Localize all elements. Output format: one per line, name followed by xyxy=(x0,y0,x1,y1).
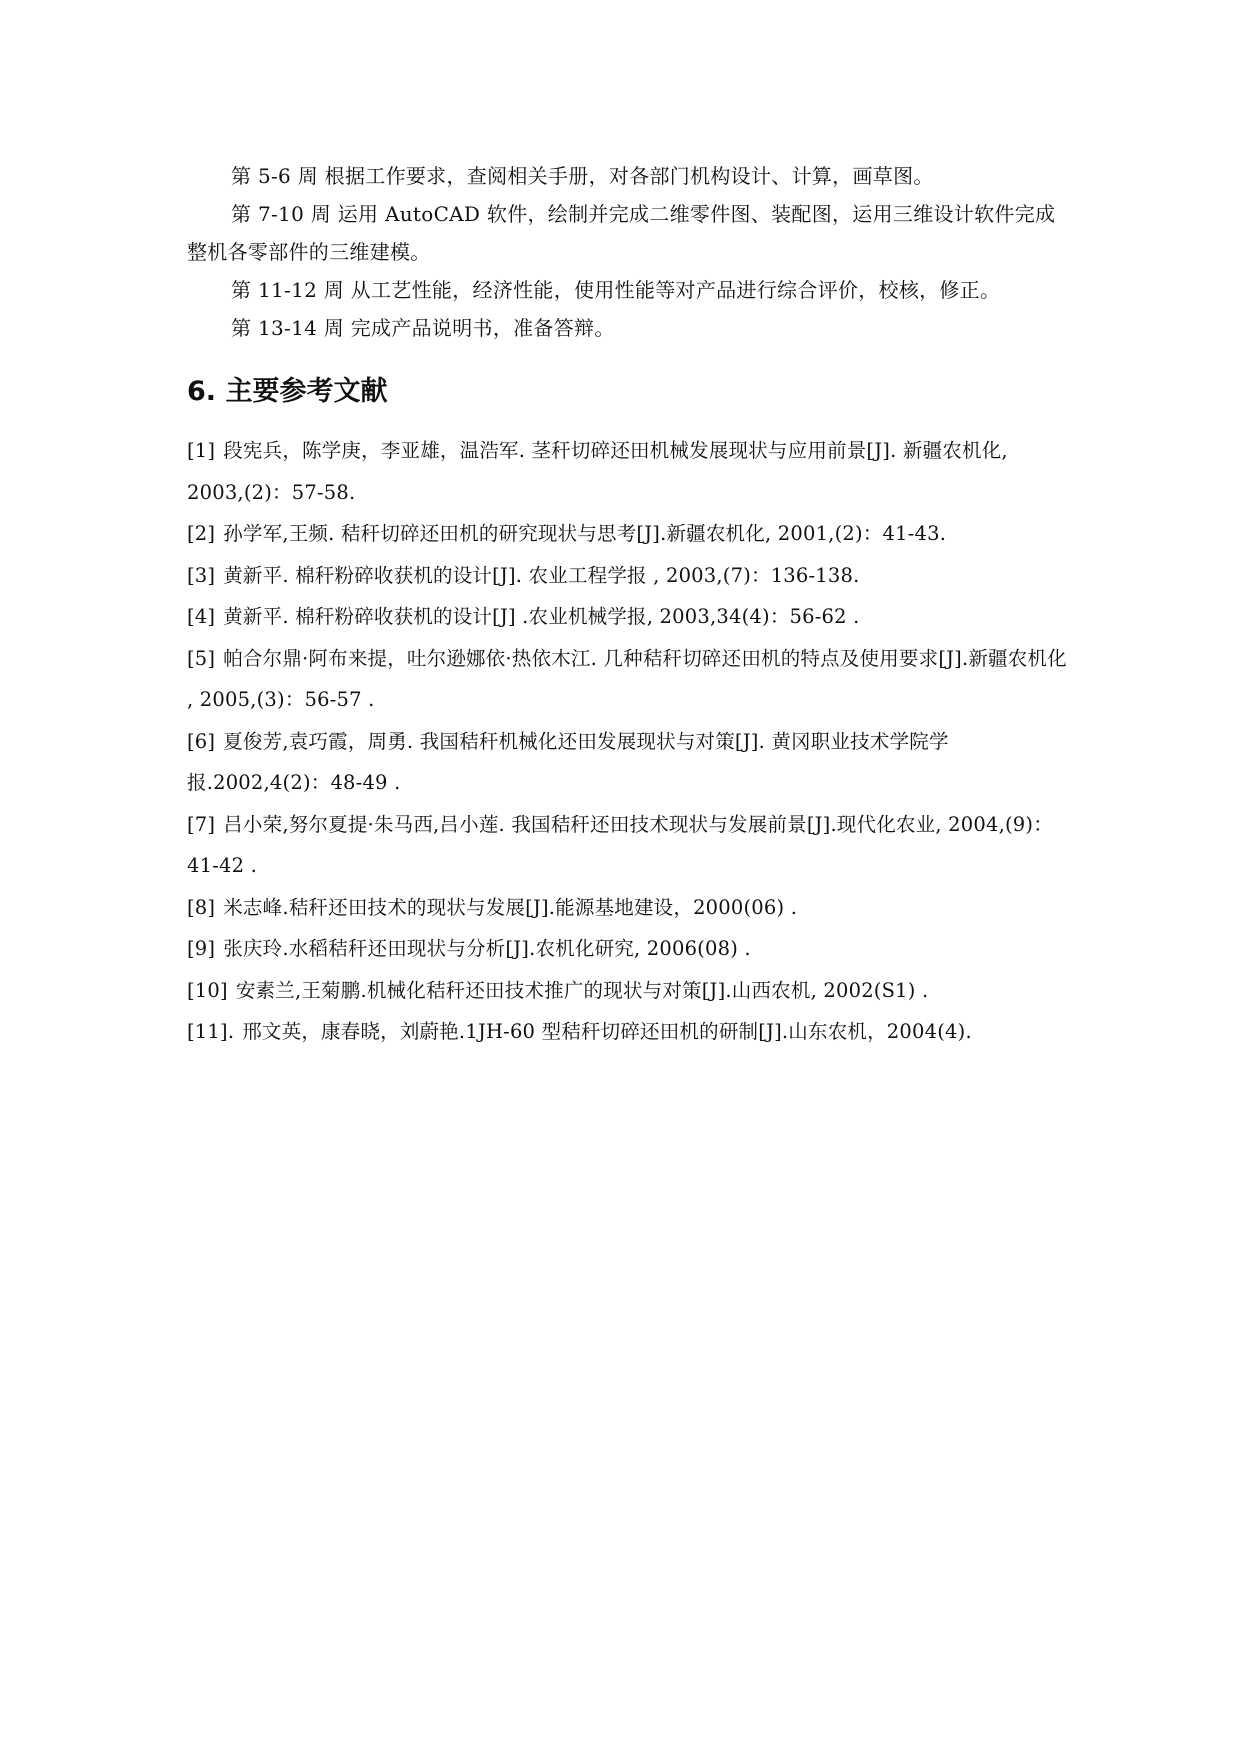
reference-item xyxy=(187,555,1067,597)
schedule-section xyxy=(187,157,1057,347)
reference-text: 米志峰.秸秆还田技术的现状与发展[J].能源基地建设，2000(06) . xyxy=(223,895,798,919)
schedule-line-weeks-7-10: 第 7-10 周 运用 AutoCAD 软件，绘制并完成二维零件图、装配图，运用三维设计软件完成整机各零部件的三维建模。 xyxy=(187,202,1056,264)
reference-text: 夏俊芳,袁巧霞，周勇. 我国秸秆机械化还田发展现状与对策[J]. 黄冈职业技术学院学报.2002,4(2)：48-49 . xyxy=(187,729,949,794)
references-heading: 6. 主要参考文献 xyxy=(187,376,388,407)
reference-number: [7] xyxy=(187,812,216,836)
references-list xyxy=(187,430,1067,1053)
reference-item xyxy=(187,596,1067,638)
reference-item xyxy=(187,804,1067,887)
reference-number: [3] xyxy=(187,563,216,587)
reference-number: [6] xyxy=(187,729,216,753)
schedule-line-weeks-11-12: 第 11-12 周 从工艺性能，经济性能，使用性能等对产品进行综合评价，校核，修正。 xyxy=(231,278,1001,302)
reference-number: [1] xyxy=(187,439,216,462)
reference-item xyxy=(187,970,1067,1012)
reference-item xyxy=(187,513,1067,555)
reference-item xyxy=(187,928,1067,970)
reference-number: [2] xyxy=(187,522,216,545)
reference-text: 邢文英，康春晓，刘蔚艳.1JH-60 型秸秆切碎还田机的研制[J].山东农机，2004(4). xyxy=(242,1020,972,1043)
reference-item xyxy=(187,430,1067,513)
reference-item xyxy=(187,1011,1067,1053)
reference-text: 吕小荣,努尔夏提·朱马西,吕小莲. 我国秸秆还田技术现状与发展前景[J].现代化农业, 2004,(9)：41-42 . xyxy=(187,812,1053,877)
reference-item xyxy=(187,638,1067,721)
reference-text: 安素兰,王菊鹏.机械化秸秆还田技术推广的现状与对策[J].山西农机, 2002(S1) . xyxy=(235,978,929,1002)
reference-text: 帕合尔鼎·阿布来提，吐尔逊娜依·热依木江. 几种秸秆切碎还田机的特点及使用要求[J].新疆农机化 , 2005,(3)：56-57 . xyxy=(187,646,1067,711)
reference-number: [5] xyxy=(187,646,216,670)
reference-text: 段宪兵，陈学庚，李亚雄，温浩军. 茎秆切碎还田机械发展现状与应用前景[J]. 新疆农机化, 2003,(2)：57-58. xyxy=(187,439,1008,504)
reference-text: 黄新平. 棉秆粉碎收获机的设计[J]. 农业工程学报 , 2003,(7)：136-138. xyxy=(223,563,860,587)
reference-number: [8] xyxy=(187,895,216,919)
reference-number: [10] xyxy=(187,978,228,1002)
reference-number: [11]. xyxy=(187,1020,235,1043)
reference-number: [4] xyxy=(187,605,216,628)
schedule-line-weeks-13-14: 第 13-14 周 完成产品说明书，准备答辩。 xyxy=(231,316,615,340)
reference-text: 黄新平. 棉秆粉碎收获机的设计[J] .农业机械学报, 2003,34(4)：56-62 . xyxy=(223,605,860,628)
reference-item xyxy=(187,721,1067,804)
schedule-line-weeks-5-6: 第 5-6 周 根据工作要求，查阅相关手册，对各部门机构设计、计算，画草图。 xyxy=(231,164,934,188)
reference-item xyxy=(187,887,1067,929)
reference-text: 张庆玲.水稻秸秆还田现状与分析[J].农机化研究, 2006(08) . xyxy=(223,937,751,960)
reference-text: 孙学军,王频. 秸秆切碎还田机的研究现状与思考[J].新疆农机化, 2001,(2)：41-43. xyxy=(223,522,947,545)
reference-number: [9] xyxy=(187,937,216,960)
